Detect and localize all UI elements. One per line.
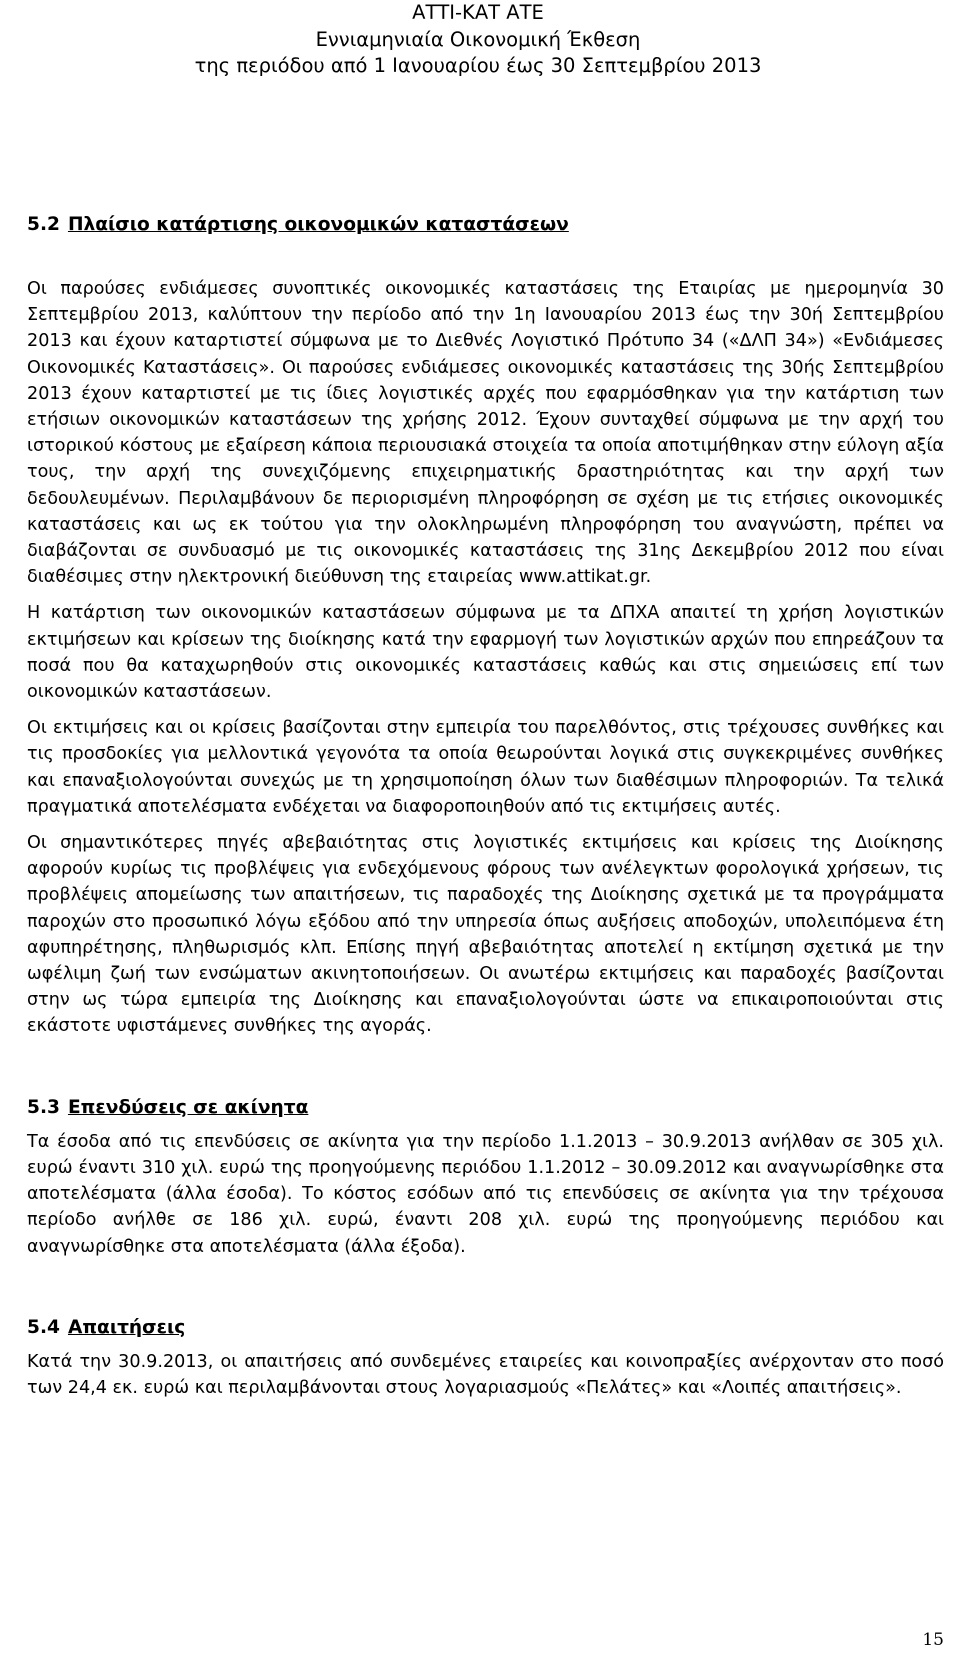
paragraph-judgements: Οι εκτιμήσεις και οι κρίσεις βασίζονται στην εμπειρία του παρελθόντος, στις τρέχουσες συνθήκες και τις προσδοκίες για μελλοντικά γεγονότα τα οποία θεωρούνται λογικά στις συγκεκριμένες συνθήκες και επαναξιολογούνται συνεχώς με τη χρησιμοποίηση όλων των διαθέσιμων πληροφοριών. Τα τελικά πραγματικά αποτελέσματα ενδέχεται να διαφοροποιηθούν από τις εκτιμήσεις αυτές. (27, 718, 944, 817)
page-header (150, 0, 806, 80)
section-number: 5.4 (27, 1316, 60, 1338)
paragraph-estimates: Η κατάρτιση των οικονομικών καταστάσεων σύμφωνα με τα ΔΠΧΑ απαιτεί τη χρήση λογιστικών εκτιμήσεων και κρίσεων της διοίκησης κατά την εφαρμογή των λογιστικών αρχών που επηρεάζουν τα ποσά που θα καταχωρηθούν στις οικονομικές καταστάσεις καθώς και στις σημειώσεις επί των οικονομικών καταστάσεων. (27, 603, 944, 703)
section-heading-5-4 (27, 1317, 944, 1349)
paragraph-receivables: Κατά την 30.9.2013, οι απαιτήσεις από συνδεμένες εταιρείες και κοινοπραξίες ανέρχονταν στο ποσό των 24,4 εκ. ευρώ και περιλαμβάνονται στους λογαριασμούς «Πελάτες» και «Λοιπές απαιτήσεις». (27, 1351, 944, 1398)
paragraph-investment-property: Τα έσοδα από τις επενδύσεις σε ακίνητα για την περίοδο 1.1.2013 – 30.9.2013 ανήλθαν σε 305 χιλ. ευρώ έναντι 310 χιλ. ευρώ της προηγούμενης περιόδου 1.1.2012 – 30.09.2012 και αναγνωρίσθηκε στα αποτελέσματα (άλλα έσοδα). Το κόστος εσόδων από τις επενδύσεις σε ακίνητα για την τρέχουσα περίοδο ανήλθε σε 186 χιλ. ευρώ, έναντι 208 χιλ. ευρώ της προηγούμενης περιόδου και αναγνωρίσθηκε στα αποτελέσματα (άλλα έξοδα). (27, 1131, 944, 1257)
section-title: Απαιτήσεις (67, 1316, 186, 1338)
company-name: ΑΤΤΙ-ΚΑΤ ΑΤΕ (412, 1, 544, 24)
section-number: 5.2 (27, 214, 60, 235)
document-body (27, 214, 944, 1411)
paragraph-framework: Οι παρούσες ενδιάμεσες συνοπτικές οικονομικές καταστάσεις της Εταιρίας με ημερομηνία 30 Σεπτεμβρίου 2013, καλύπτουν την περίοδο από την 1η Ιανουαρίου 2013 έως την 30ή Σεπτεμβρίου 2013 και έχουν καταρτιστεί σύμφωνα με το Διεθνές Λογιστικό Πρότυπο 34 («ΔΛΠ 34») «Ενδιάμεσες Οικονομικές Καταστάσεις». Οι παρούσες ενδιάμεσες οικονομικές καταστάσεις της 30ής Σεπτεμβρίου 2013 έχουν καταρτιστεί με τις ίδιες λογιστικές αρχές που εφαρμόσθηκαν για την κατάρτιση των ετήσιων οικονομικών καταστάσεων της χρήσης 2012. Έχουν συνταχθεί σύμφωνα με την αρχή του ιστορικού κόστους με εξαίρεση κάποια περιουσιακά στοιχεία τα οποία αποτιμήθηκαν στην εύλογη αξία τους, την αρχή της συνεχιζόμενης επιχειρηματικής δραστηριότητας και την αρχή των δεδουλευμένων. Περιλαμβάνουν δε περιορισμένη πληροφόρηση σε σχέση με τις ετήσιες οικονομικές καταστάσεις και ως εκ τούτου για την ολοκληρωμένη πληροφόρηση του αναγνώστη, πρέπει να διαβάζονται σε συνδυασμό με τις οικονομικές καταστάσεις της 31ης Δεκεμβρίου 2012 που είναι διαθέσιμες στην ηλεκτρονική διεύθυνση της εταιρείας www.attikat.gr. (27, 279, 944, 588)
report-title: Εννιαμηνιαία Οικονομική Έκθεση (315, 27, 641, 51)
page-number: 15 (922, 1630, 944, 1650)
paragraph-uncertainty: Οι σημαντικότερες πηγές αβεβαιότητας στις λογιστικές εκτιμήσεις και κρίσεις της Διοίκησης αφορούν κυρίως τις προβλέψεις για ενδεχόμενους φόρους των ανέλεγκτων φορολογικά χρήσεων, τις προβλέψεις απομείωσης των απαιτήσεων, τις παραδοχές της Διοίκησης σχετικά με τα προγράμματα παροχών στο προσωπικό λόγω εξόδου από την υπηρεσία όπως αυξήσεις αποδοχών, υπολειπόμενα έτη αφυπηρέτησης, πληθωρισμός κλπ. Επίσης πηγή αβεβαιότητας αποτελεί η εκτίμηση σχετικά με την ωφέλιμη ζωή των ενσώματων ακινητοποιήσεων. Οι ανωτέρω εκτιμήσεις και παραδοχές βασίζονται στην ως τώρα εμπειρία της Διοίκησης και επαναξιολογούνται ώστε να επικαιροποιούνται στις εκάστοτε υφιστάμενες συνθήκες της αγοράς. (27, 833, 944, 1037)
section-title: Επενδύσεις σε ακίνητα (67, 1096, 309, 1118)
section-title: Πλαίσιο κατάρτισης οικονομικών καταστάσεων (67, 214, 569, 235)
section-heading-5-3 (27, 1097, 944, 1129)
section-heading-5-2 (27, 214, 944, 246)
section-number: 5.3 (27, 1096, 60, 1118)
report-period: της περιόδου από 1 Ιανουαρίου έως 30 Σεπτεμβρίου 2013 (194, 54, 762, 77)
